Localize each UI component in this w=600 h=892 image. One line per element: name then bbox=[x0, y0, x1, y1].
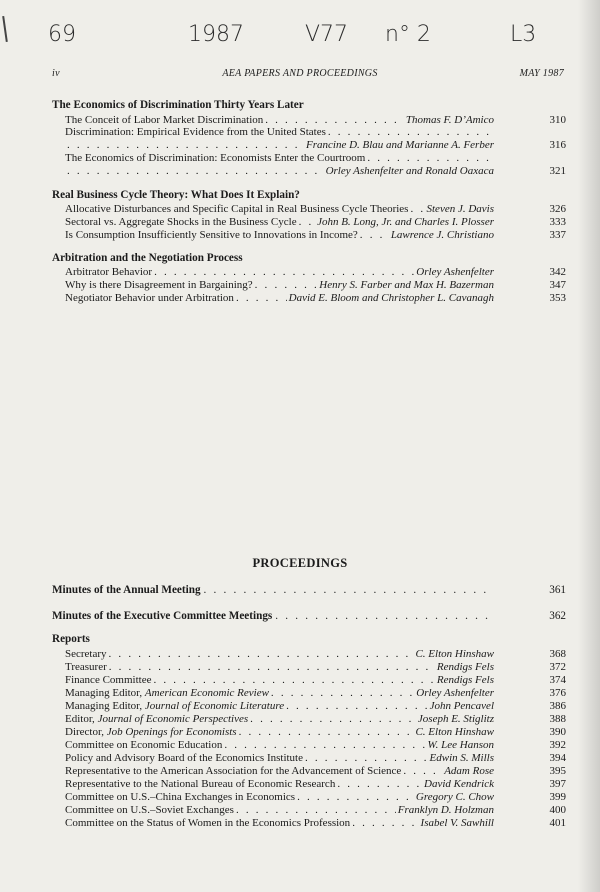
entry-author: Orley Ashenfelter and Ronald Oaxaca bbox=[325, 165, 494, 177]
handwritten-note-4: n° 2 bbox=[385, 22, 431, 47]
handwritten-note-1: 69 bbox=[48, 22, 76, 47]
entry-title: The Conceit of Labor Market Discrimination bbox=[65, 114, 264, 126]
entry-title bbox=[65, 726, 237, 738]
leader-dots bbox=[305, 752, 428, 764]
entry-title: Sectoral vs. Aggregate Shocks in the Business Cycle bbox=[65, 216, 297, 228]
leader-dots bbox=[328, 126, 492, 138]
issue-date: MAY 1987 bbox=[519, 68, 564, 79]
entry-author: Isabel V. Sawhill bbox=[420, 817, 494, 829]
entry-title-italic: Job Openings for Economists bbox=[106, 726, 237, 738]
entry-author: Francine D. Blau and Marianne A. Ferber bbox=[306, 139, 494, 151]
toc-entry bbox=[65, 229, 566, 241]
entry-title bbox=[65, 791, 295, 803]
entry-title-text: Managing Editor, bbox=[65, 687, 145, 699]
entry-title-text: Committee on U.S.–Soviet Exchanges bbox=[65, 804, 234, 816]
entry-author: Rendigs Fels bbox=[436, 661, 494, 673]
entry-author: Rendigs Fels bbox=[436, 674, 494, 686]
section-title: Arbitration and the Negotiation Process bbox=[52, 252, 243, 264]
entry-title bbox=[65, 700, 284, 712]
entry-title-text: Committee on the Status of Women in the Economics Profession bbox=[65, 817, 351, 829]
entry-page: 368 bbox=[549, 648, 566, 660]
entry-author: Franklyn D. Holzman bbox=[397, 804, 494, 816]
leader-dots bbox=[154, 266, 414, 278]
entry-page: 401 bbox=[549, 817, 566, 829]
leader-dots bbox=[367, 152, 492, 164]
leader-dots bbox=[204, 584, 491, 596]
entry-title bbox=[65, 648, 107, 660]
entry-page: 400 bbox=[549, 804, 566, 816]
entry-title-text: Editor, bbox=[65, 713, 98, 725]
entry-title bbox=[65, 687, 269, 699]
leader-dots bbox=[153, 674, 434, 686]
toc-entry bbox=[65, 279, 566, 291]
leader-dots bbox=[410, 203, 424, 215]
entry-author: Henry S. Farber and Max H. Bazerman bbox=[319, 279, 494, 291]
entry-page: 372 bbox=[549, 661, 566, 673]
entry-page: 337 bbox=[549, 229, 566, 241]
entry-title bbox=[65, 713, 248, 725]
handwritten-note-2: 1987 bbox=[188, 22, 244, 47]
entry-author: John B. Long, Jr. and Charles I. Plosser bbox=[317, 216, 494, 228]
toc-entry bbox=[65, 266, 566, 278]
section-title: Real Business Cycle Theory: What Does It Explain? bbox=[52, 189, 300, 201]
entry-page: 397 bbox=[549, 778, 566, 790]
report-entry bbox=[65, 804, 566, 816]
leader-dots bbox=[299, 216, 316, 228]
leader-dots bbox=[67, 165, 324, 177]
section-title: The Economics of Discrimination Thirty Years Later bbox=[52, 99, 304, 111]
toc-entry bbox=[65, 292, 566, 304]
report-entry bbox=[65, 765, 566, 777]
entry-title: The Economics of Discrimination: Economists Enter the Courtroom bbox=[65, 152, 366, 164]
leader-dots bbox=[236, 292, 287, 304]
report-entry bbox=[65, 674, 566, 686]
entry-title: Minutes of the Annual Meeting bbox=[52, 584, 201, 596]
entry-author: C. Elton Hinshaw bbox=[415, 726, 494, 738]
toc-entry-minutes-annual bbox=[52, 584, 566, 596]
leader-dots bbox=[271, 687, 414, 699]
entry-author: Joseph E. Stiglitz bbox=[417, 713, 494, 725]
leader-dots bbox=[109, 661, 435, 673]
entry-title bbox=[65, 817, 350, 829]
toc-entry-continued bbox=[65, 139, 566, 151]
report-entry bbox=[65, 726, 566, 738]
entry-title: Discrimination: Empirical Evidence from the United States bbox=[65, 126, 326, 138]
leader-dots bbox=[250, 713, 416, 725]
entry-author: Adam Rose bbox=[444, 765, 494, 777]
entry-author: Edwin S. Mills bbox=[429, 752, 494, 764]
report-entry bbox=[65, 791, 566, 803]
report-entry bbox=[65, 661, 566, 673]
entry-page: 321 bbox=[549, 165, 566, 177]
entry-author: C. Elton Hinshaw bbox=[415, 648, 494, 660]
entry-title bbox=[65, 674, 151, 686]
entry-page: 342 bbox=[549, 266, 566, 278]
entry-title-text: Director, bbox=[65, 726, 107, 738]
entry-author: Steven J. Davis bbox=[426, 203, 494, 215]
running-head: AEA PAPERS AND PROCEEDINGS bbox=[222, 68, 378, 79]
leader-dots bbox=[67, 139, 304, 151]
leader-dots bbox=[255, 279, 318, 291]
leader-dots bbox=[236, 804, 396, 816]
entry-title: Minutes of the Executive Committee Meetings bbox=[52, 610, 273, 622]
entry-title-italic: Journal of Economic Perspectives bbox=[97, 713, 249, 725]
entry-title bbox=[65, 752, 303, 764]
entry-page: 395 bbox=[549, 765, 566, 777]
leader-dots bbox=[286, 700, 427, 712]
entry-page: 353 bbox=[549, 292, 566, 304]
leader-dots bbox=[109, 648, 414, 660]
entry-page: 392 bbox=[549, 739, 566, 751]
leader-dots bbox=[360, 229, 389, 241]
entry-title-text: Committee on U.S.–China Exchanges in Economics bbox=[65, 791, 296, 803]
entry-page: 376 bbox=[549, 687, 566, 699]
leader-dots bbox=[224, 739, 425, 751]
entry-author: Gregory C. Chow bbox=[415, 791, 494, 803]
report-entry bbox=[65, 778, 566, 790]
entry-title-text: Representative to the National Bureau of Economic Research bbox=[65, 778, 336, 790]
entry-page: 394 bbox=[549, 752, 566, 764]
report-entry bbox=[65, 648, 566, 660]
entry-title-text: Policy and Advisory Board of the Economics Institute bbox=[65, 752, 303, 764]
entry-page: 316 bbox=[549, 139, 566, 151]
leader-dots bbox=[275, 610, 491, 622]
entry-page: 362 bbox=[549, 610, 566, 622]
entry-title-text: Committee on Economic Education bbox=[65, 739, 223, 751]
entry-title bbox=[65, 778, 335, 790]
report-entry bbox=[65, 713, 566, 725]
page-number: iv bbox=[52, 68, 60, 79]
entry-title-text: Managing Editor, bbox=[65, 700, 145, 712]
leader-dots bbox=[265, 114, 404, 126]
proceedings-heading: PROCEEDINGS bbox=[252, 556, 348, 570]
toc-entry bbox=[65, 152, 566, 164]
entry-page: 399 bbox=[549, 791, 566, 803]
entry-page: 386 bbox=[549, 700, 566, 712]
leader-dots bbox=[352, 817, 418, 829]
report-entry bbox=[65, 700, 566, 712]
entry-title: Why is there Disagreement in Bargaining? bbox=[65, 279, 253, 291]
entry-author: Orley Ashenfelter bbox=[416, 687, 494, 699]
entry-title-italic: American Economic Review bbox=[144, 687, 269, 699]
toc-entry-continued bbox=[65, 165, 566, 177]
entry-page: 388 bbox=[549, 713, 566, 725]
entry-title-italic: Journal of Economic Literature bbox=[144, 700, 285, 712]
report-entry bbox=[65, 752, 566, 764]
toc-entry bbox=[65, 216, 566, 228]
entry-author: John Pencavel bbox=[429, 700, 494, 712]
toc-entry-minutes-exec bbox=[52, 610, 566, 622]
entry-title-text: Finance Committee bbox=[65, 674, 152, 686]
entry-author: Orley Ashenfelter bbox=[416, 266, 494, 278]
entry-page: 347 bbox=[549, 279, 566, 291]
handwritten-note-5: L3 bbox=[510, 22, 537, 47]
leader-dots bbox=[239, 726, 414, 738]
page-gutter-shadow bbox=[578, 0, 600, 892]
entry-title bbox=[65, 804, 234, 816]
toc-entry bbox=[65, 114, 566, 126]
entry-page: 390 bbox=[549, 726, 566, 738]
leader-dots bbox=[297, 791, 414, 803]
leader-dots bbox=[403, 765, 442, 777]
entry-page: 333 bbox=[549, 216, 566, 228]
entry-title bbox=[65, 661, 107, 673]
reports-heading: Reports bbox=[52, 633, 90, 645]
entry-author: W. Lee Hanson bbox=[427, 739, 494, 751]
entry-title-text: Representative to the American Association for the Advancement of Science bbox=[65, 765, 402, 777]
entry-author: Lawrence J. Christiano bbox=[390, 229, 494, 241]
margin-mark bbox=[2, 16, 8, 42]
report-entry bbox=[65, 687, 566, 699]
leader-dots bbox=[337, 778, 422, 790]
handwritten-note-3: V77 bbox=[305, 22, 349, 47]
entry-title: Is Consumption Insufficiently Sensitive to Innovations in Income? bbox=[65, 229, 358, 241]
report-entry bbox=[65, 739, 566, 751]
entry-page: 310 bbox=[549, 114, 566, 126]
entry-title bbox=[65, 739, 222, 751]
entry-author: David Kendrick bbox=[424, 778, 494, 790]
entry-author: Thomas F. D’Amico bbox=[405, 114, 494, 126]
entry-title: Negotiator Behavior under Arbitration bbox=[65, 292, 234, 304]
entry-title-text: Treasurer bbox=[65, 661, 107, 673]
report-entry bbox=[65, 817, 566, 829]
toc-entry bbox=[65, 126, 566, 138]
entry-page: 361 bbox=[549, 584, 566, 596]
toc-entry bbox=[65, 203, 566, 215]
entry-author: David E. Bloom and Christopher L. Cavanagh bbox=[288, 292, 494, 304]
entry-title: Arbitrator Behavior bbox=[65, 266, 153, 278]
entry-page: 326 bbox=[549, 203, 566, 215]
entry-title-text: Secretary bbox=[65, 648, 107, 660]
entry-title: Allocative Disturbances and Specific Capital in Real Business Cycle Theories bbox=[65, 203, 409, 215]
entry-page: 374 bbox=[549, 674, 566, 686]
entry-title bbox=[65, 765, 401, 777]
